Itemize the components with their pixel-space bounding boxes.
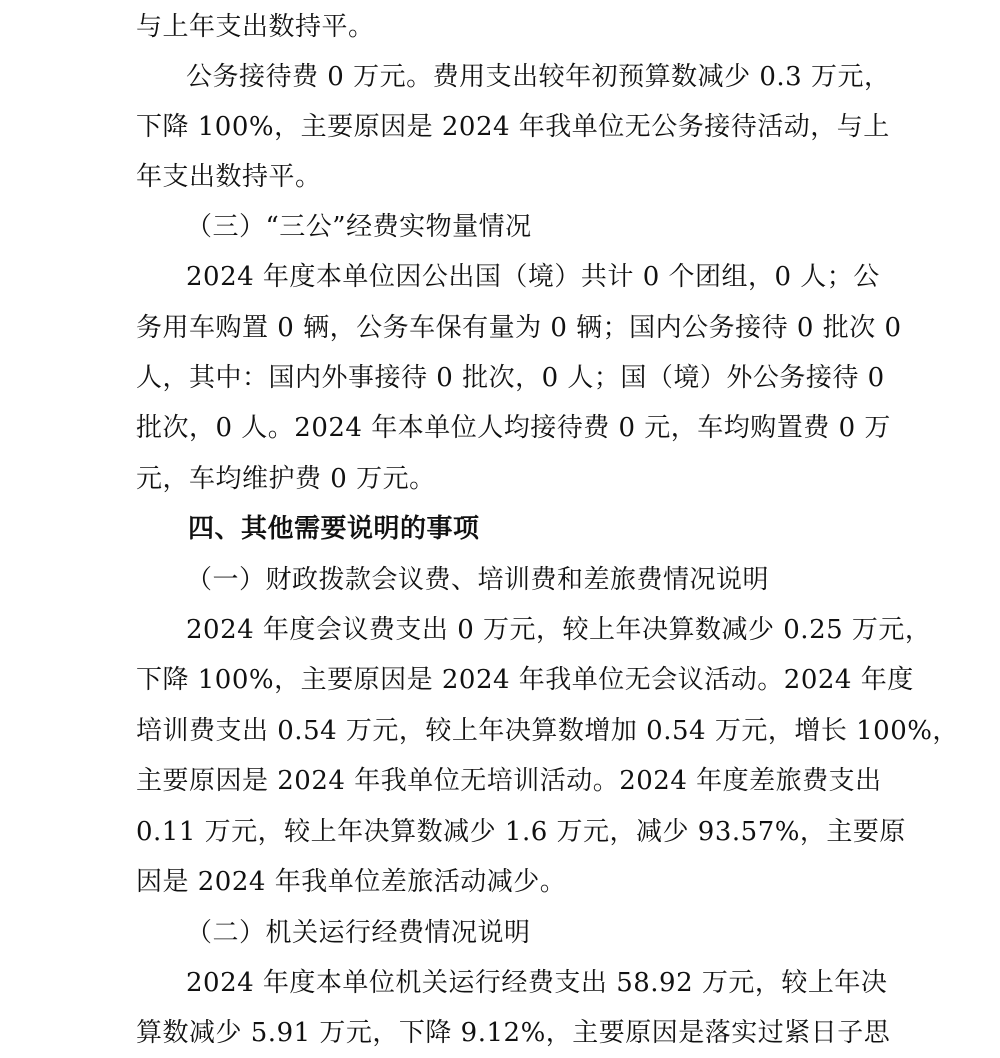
body-text-line: 0.11 万元，较上年决算数减少 1.6 万元，减少 93.57%，主要原 xyxy=(136,817,906,847)
body-text-line: 算数减少 5.91 万元，下降 9.12%，主要原因是落实过紧日子思 xyxy=(136,1018,891,1048)
body-text-line: 公务接待费 0 万元。费用支出较年初预算数减少 0.3 万元， xyxy=(186,62,891,92)
body-text-line: 因是 2024 年我单位差旅活动减少。 xyxy=(136,867,567,897)
body-text-line: 主要原因是 2024 年我单位无培训活动。2024 年度差旅费支出 xyxy=(136,766,882,796)
section-heading: 四、其他需要说明的事项 xyxy=(188,514,480,544)
body-text-line: 2024 年度本单位机关运行经费支出 58.92 万元，较上年决 xyxy=(186,968,888,998)
body-text-line: 元，车均维护费 0 万元。 xyxy=(136,464,436,494)
body-text-line: 批次，0 人。2024 年本单位人均接待费 0 元，车均购置费 0 万 xyxy=(136,413,891,443)
subsection-heading: （一）财政拨款会议费、培训费和差旅费情况说明 xyxy=(186,565,770,595)
body-text-line: 下降 100%，主要原因是 2024 年我单位无会议活动。2024 年度 xyxy=(136,665,914,695)
body-text-line: 2024 年度本单位因公出国（境）共计 0 个团组，0 人；公 xyxy=(186,262,880,292)
body-text-line: 下降 100%，主要原因是 2024 年我单位无公务接待活动，与上 xyxy=(136,112,890,142)
subsection-heading: （三）“三公”经费实物量情况 xyxy=(186,212,532,242)
body-text-line: 与上年支出数持平。 xyxy=(136,12,375,42)
subsection-heading: （二）机关运行经费情况说明 xyxy=(186,918,531,948)
body-text-line: 人，其中：国内外事接待 0 批次，0 人；国（境）外公务接待 0 xyxy=(136,363,885,393)
body-text-line: 年支出数持平。 xyxy=(136,162,322,192)
body-text-line: 2024 年度会议费支出 0 万元，较上年决算数减少 0.25 万元， xyxy=(186,615,932,645)
body-text-line: 务用车购置 0 辆，公务车保有量为 0 辆；国内公务接待 0 批次 0 xyxy=(136,313,902,343)
body-text-line: 培训费支出 0.54 万元，较上年决算数增加 0.54 万元，增长 100%， xyxy=(136,716,959,746)
